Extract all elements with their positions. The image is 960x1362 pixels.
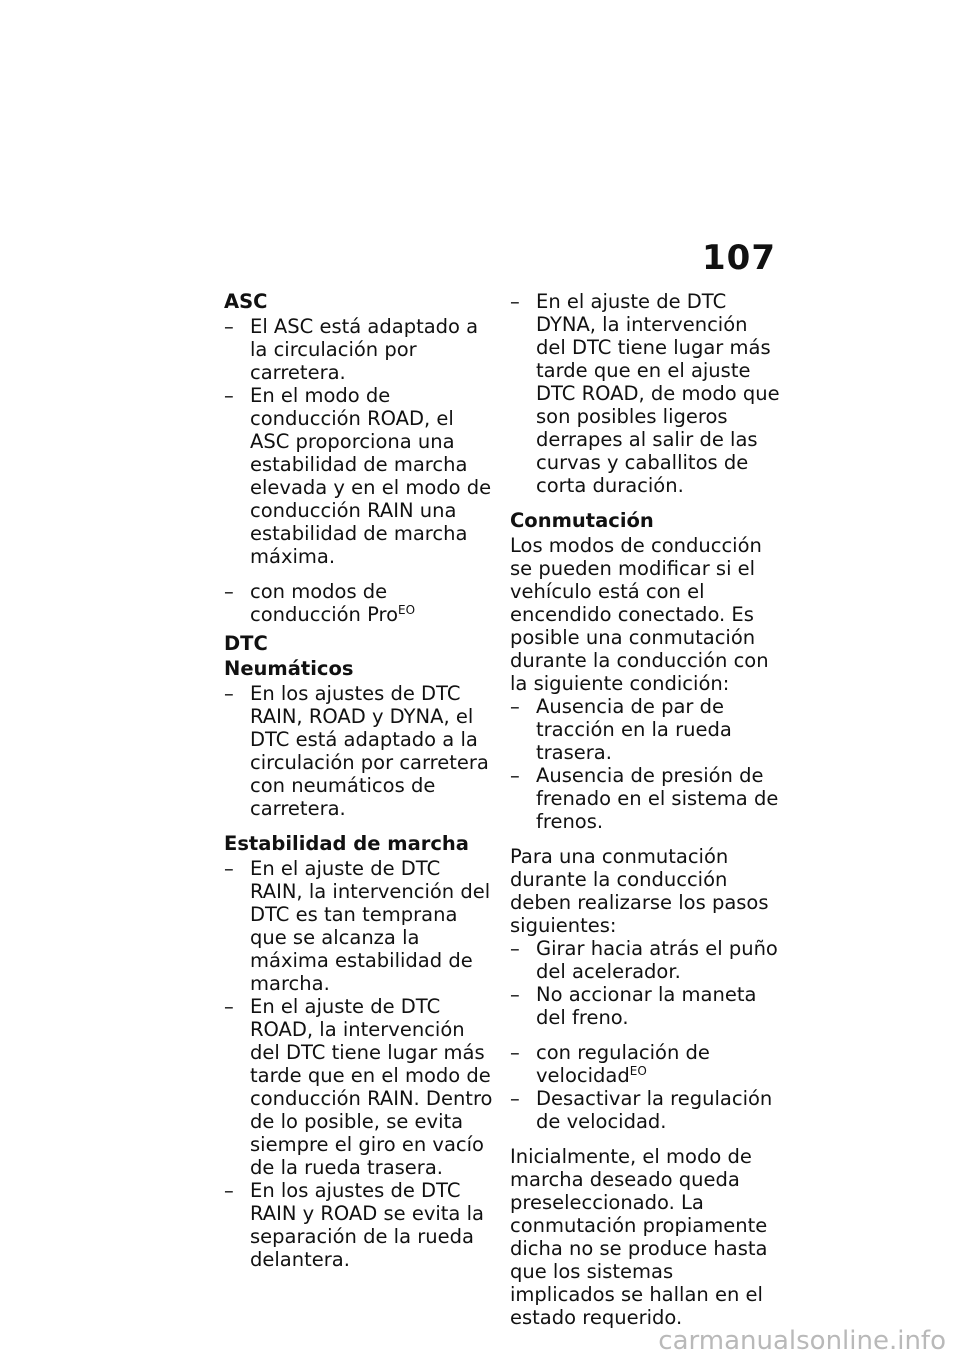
left-column — [224, 290, 494, 1271]
list-item: – En el modo de conducción ROAD, el ASC proporciona una estabilidad de marcha elevada y en el modo de conducción RAIN una estabilidad de marcha máxima. — [224, 384, 492, 568]
tyres-heading: Neumáticos — [224, 657, 354, 680]
list-item-text: El ASC está adaptado a la circulación por carretera. — [250, 315, 479, 384]
list-item-text: En los ajustes de DTC RAIN y ROAD se evita la separación de la rueda delantera. — [250, 1179, 484, 1271]
page-number: 107 — [702, 238, 776, 278]
stability-heading: Estabilidad de marcha — [224, 832, 469, 855]
list-item-text: En el modo de conducción ROAD, el ASC proporciona una estabilidad de marcha elevada y en el modo de conducción RAIN una estabilidad de marcha máxima. — [250, 384, 492, 568]
list-item: – En el ajuste de DTC RAIN, la intervención del DTC es tan temprana que se alcanza la máxima estabilidad de marcha. — [224, 857, 491, 995]
list-item-text: En el ajuste de DTC RAIN, la intervención del DTC es tan temprana que se alcanza la máxima estabilidad de marcha. — [250, 857, 491, 995]
list-item: – No accionar la maneta del freno. — [510, 983, 757, 1029]
list-item-text: En el ajuste de DTC DYNA, la intervención del DTC tiene lugar más tarde que en el ajuste DTC ROAD, de modo que son posibles ligeros derrapes al salir de las curvas y caballitos de corta duración. — [536, 290, 780, 497]
list-item-text: Girar hacia atrás el puño del acelerador. — [536, 937, 778, 983]
pro-item: – con modos de conducción Pro$^{EO}$ — [224, 580, 416, 626]
cruise-item: – con regulación de velocidad$^{EO}$ — [510, 1041, 710, 1087]
list-item: – El ASC está adaptado a la circulación por carretera. — [224, 315, 479, 384]
asc-heading: ASC — [224, 290, 268, 313]
list-item-text: Ausencia de presión de frenado en el sistema de frenos. — [536, 764, 779, 833]
list-item-text: Ausencia de par de tracción en la rueda trasera. — [536, 695, 732, 764]
steps-paragraph: Para una conmutación durante la conducción deben realizarse los pasos siguientes: — [510, 845, 769, 937]
switch-heading: Conmutación — [510, 509, 654, 532]
list-item: – En el ajuste de DTC ROAD, la intervención del DTC tiene lugar más tarde que en el modo de conducción RAIN. Dentro de lo posible, se evita siempre el giro en vacío de la rueda trasera. — [224, 995, 493, 1179]
list-item: – Ausencia de presión de frenado en el sistema de frenos. — [510, 764, 779, 833]
list-item-text: En el ajuste de DTC ROAD, la intervención del DTC tiene lugar más tarde que en el modo de conducción RAIN. Dentro de lo posible, se evita siempre el giro en vacío de la rueda trasera. — [250, 995, 493, 1179]
pro-item-text: con modos de conducción Pro — [250, 580, 399, 626]
list-item: – En los ajustes de DTC RAIN, ROAD y DYNA, el DTC está adaptado a la circulación por carretera con neumáticos de carretera. — [224, 682, 489, 820]
list-item: – Girar hacia atrás el puño del acelerador. — [510, 937, 778, 983]
cruise-item-text: con regulación de velocidad — [536, 1041, 710, 1087]
right-column — [510, 290, 782, 1341]
list-item: – En el ajuste de DTC DYNA, la intervención del DTC tiene lugar más tarde que en el ajuste DTC ROAD, de modo que son posibles ligeros derrapes al salir de las curvas y caballitos de corta duración. — [510, 290, 780, 497]
list-item-text: Desactivar la regulación de velocidad. — [536, 1087, 773, 1133]
eo-superscript: EO — [629, 1064, 647, 1078]
dtc-heading: DTC — [224, 632, 268, 655]
switch-paragraph: Los modos de conducción se pueden modificar si el vehículo está con el encendido conectado. Es posible una conmutación durante la conducción con la siguiente condición: — [510, 534, 769, 695]
eo-superscript: EO — [398, 603, 416, 617]
list-item: – En los ajustes de DTC RAIN y ROAD se evita la separación de la rueda delantera. — [224, 1179, 484, 1271]
list-item-text: En los ajustes de DTC RAIN, ROAD y DYNA, el DTC está adaptado a la circulación por carretera con neumáticos de carretera. — [250, 682, 489, 820]
list-item-text: No accionar la maneta del freno. — [536, 983, 757, 1029]
list-item: – Ausencia de par de tracción en la rueda trasera. — [510, 695, 732, 764]
list-item: – Desactivar la regulación de velocidad. — [510, 1087, 773, 1133]
watermark: carmanualsonline.info — [658, 1326, 946, 1356]
final-paragraph: Inicialmente, el modo de marcha deseado queda preseleccionado. La conmutación propiamente dicha no se produce hasta que los sistemas implicados se hallan en el estado requerido. — [510, 1145, 768, 1329]
